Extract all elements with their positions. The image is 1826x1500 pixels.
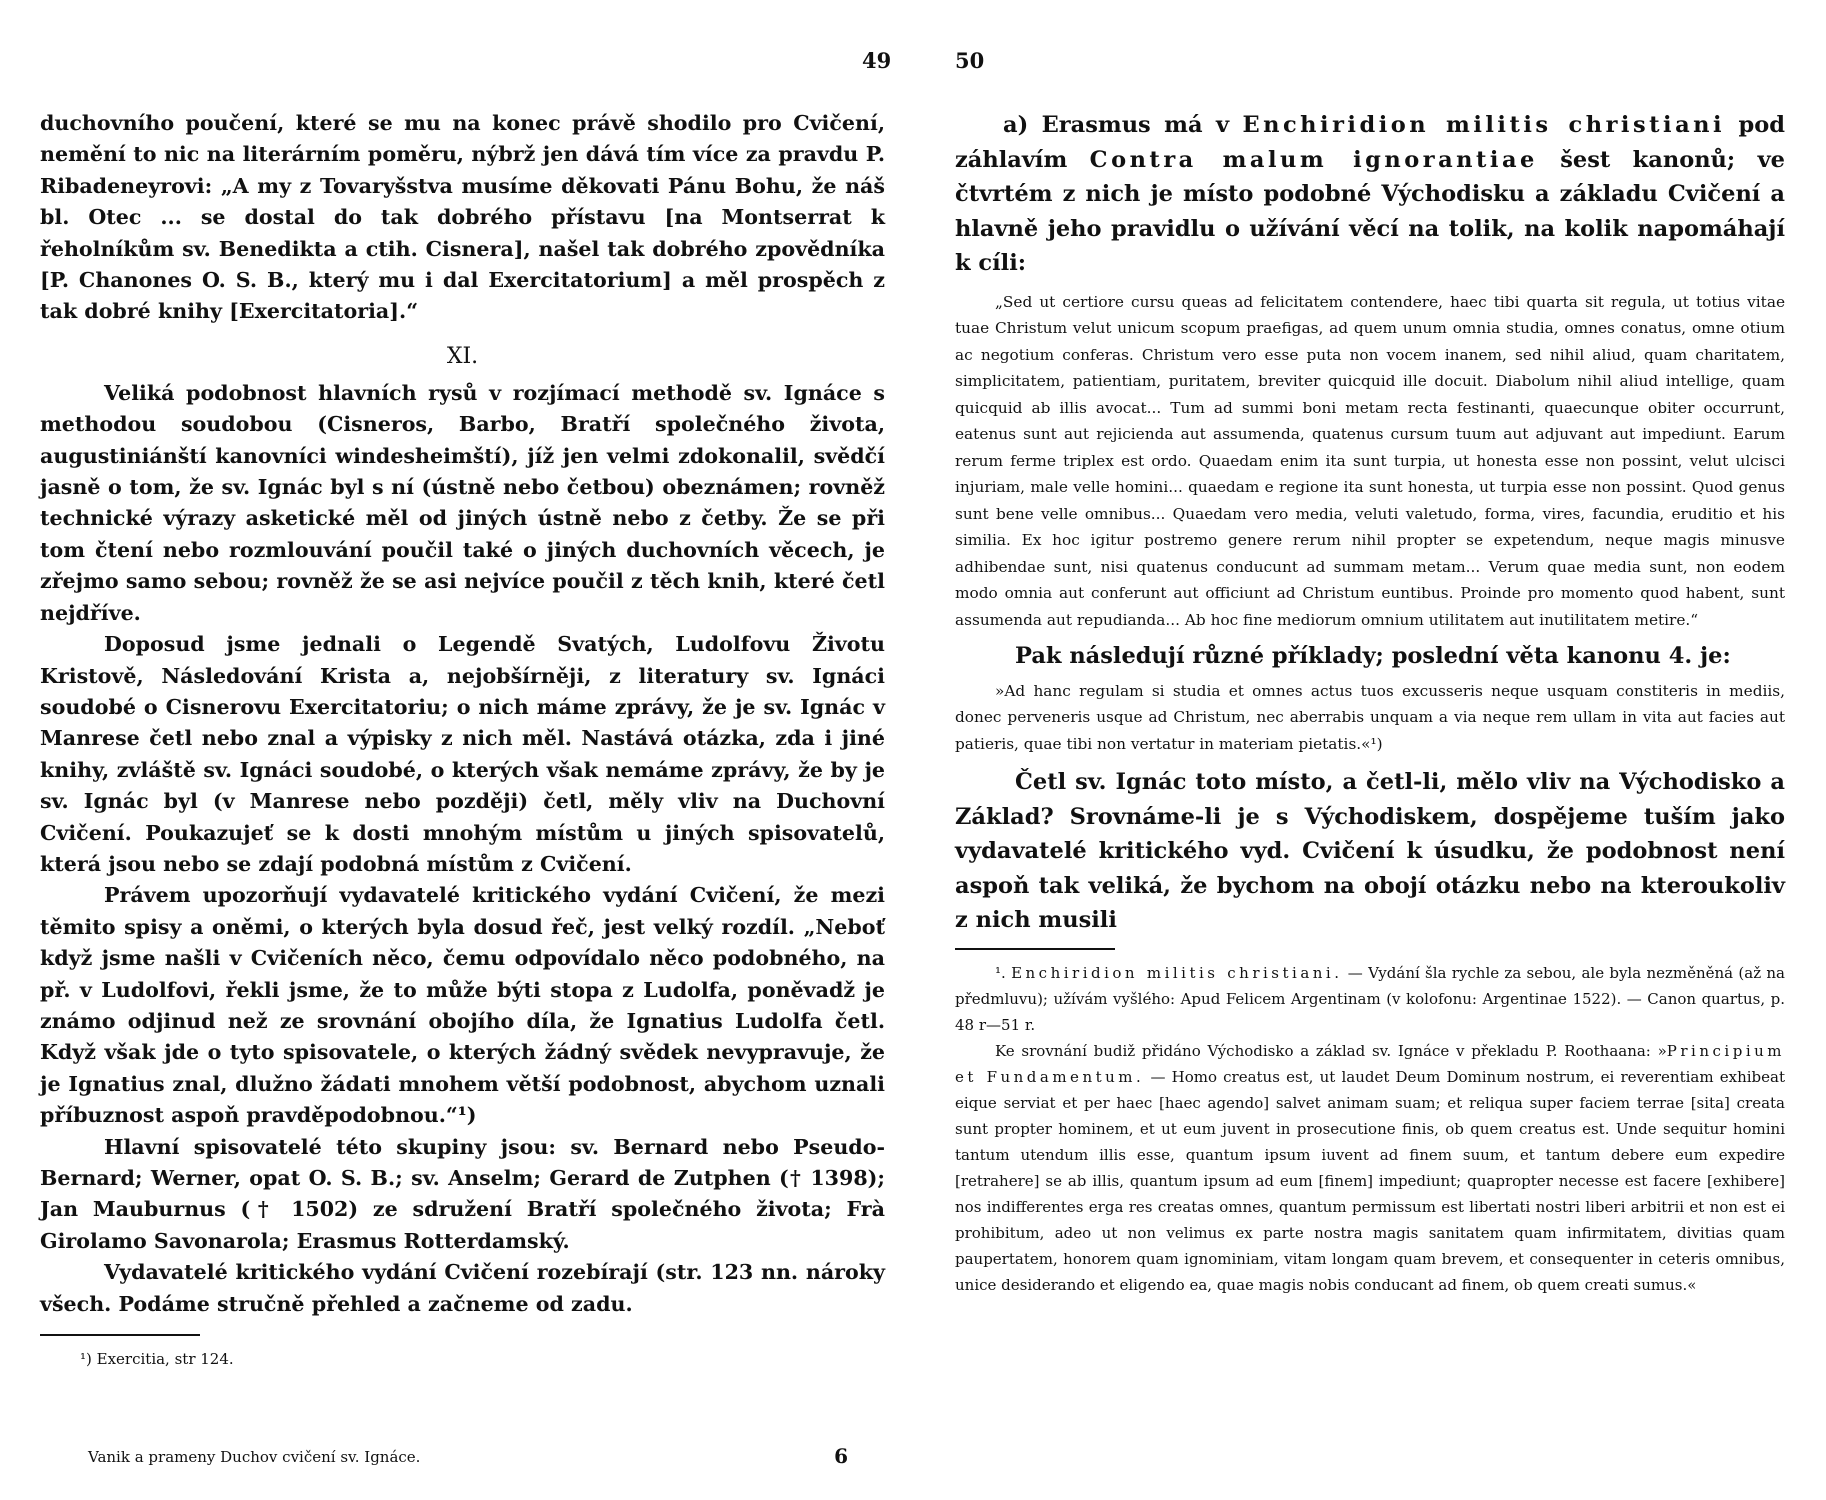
right-page-number: 50 <box>955 48 985 73</box>
latin-quote: „Sed ut certiore cursu queas ad felicitatem contendere, haec tibi quarta sit regula, ut totius vitae tuae Christum velut unicum scopum praefigas, ad quem unum omnia studia, omnes conatus, omne otium ac negotium conferas. Christum vero esse puta non vocem inanem, sed nihil aliud, quam charitatem, simplicitatem, patientiam, puritatem, breviter quicquid ille docuit. Diabolum nihil aliud intellige, quam quicquid ab illis avocat... Tum ad summi boni metam recta festinanti, quaecunque obiter occurrunt, eatenus sunt aut rejicienda aut assumenda, quatenus cursum tuum aut adjuvant aut impediunt. Earum rerum ferme triplex est ordo. Quaedam enim ita sunt turpia, ut honesta esse non possint, velut ulcisci injuriam, male velle homini... quaedam e regione ita sunt honesta, ut turpia esse non possint. Quod genus sunt bene velle omnibus... Quaedam vero media, veluti valetudo, forma, vires, facundia, eruditio et his similia. Ex hoc igitur postremo genere rerum nihil propter se expetendum, neque magis minusve adhibendae sunt, nisi quatenus conducunt ad summam metam... Verum quae media sunt, non eodem modo omnia aut conferunt aut officiunt ad Christum euntibus. Proinde pro momento quod habent, sunt assumenda aut repudianda... Ab hoc fine mediorum omnium utilitatem aut inutilitatem metire.“ <box>955 292 1785 629</box>
signature-mark: 6 <box>834 1444 848 1468</box>
footnote-rule <box>40 1334 200 1336</box>
book-title: Enchiridion militis christiani <box>1242 112 1726 138</box>
section-title: Contra malum ignorantiae <box>1089 146 1538 173</box>
signature-line <box>88 1444 848 1468</box>
latin-quote-2: »Ad hanc regulam si studia et omnes actus tuos excusseris neque usquam constiteris in mediis, donec perveneris usque ad Christum, nec aberrabis unquam a via neque rem ullam in vita aut facies aut patieris, quae tibi non vertatur in materiam pietatis.«¹) <box>955 681 1785 753</box>
continued-paragraph: duchovního poučení, které se mu na konec právě shodilo pro Cvičení, nemění to nic na literárním poměru, nýbrž jen dává tím více za pravdu P. Ribadeneyrovi: „A my z Tovaryšstva musíme děkovati Pánu Bohu, že náš bl. Otec ... se dostal do tak dobrého přístavu [na Montserrat k řeholníkům sv. Benedikta a ctih. Cisnera], našel tak dobrého zpovědníka [P. Chanones O. S. B., který mu i dal Exercitatorium] a měl prospěch z tak dobré knihy [Exercitatoria].“ <box>40 111 885 324</box>
body-paragraph: Hlavní spisovatelé této skupiny jsou: sv. Bernard nebo Pseudo-Bernard; Werner, opat O. S. B.; sv. Anselm; Gerard de Zutphen († 1398); Jan Mauburnus († 1502) ze sdružení Bratří společného života; Frà Girolamo Savonarola; Erasmus Rotterdamský. <box>40 1134 885 1253</box>
footnote-rule <box>955 948 1115 950</box>
body-paragraph: Vydavatelé kritického vydání Cvičení rozebírají (str. 123 nn. nároky všech. Podáme stručně přehled a začneme od zadu. <box>40 1260 885 1316</box>
closing-paragraph: Četl sv. Ignác toto místo, a četl-li, mělo vliv na Východisko a Základ? Srovnáme-li je s Východiskem, dospějeme tuším jako vydavatelé kritického vyd. Cvičení k úsudku, že podobnost není aspoň tak veliká, že bychom na obojí otázku nebo na kteroukoliv z nich musili <box>955 769 1785 933</box>
left-page-number: 49 <box>862 48 892 73</box>
footnote-2: Ke srovnání budiž přidáno Východisko a základ sv. Ignáce v překladu P. Roothaana: »Principium et Fundamentum. — Homo creatus est, ut laudet Deum Dominum nostrum, ei reverentiam exhibeat eique serviat et per haec [haec agendo] salvet animam suam; et reliqua super faciem terrae [sita] creata sunt propter hominem, et ut eum juvent in prosecutione finis, ob quem creatus est. Unde sequitur homini tantum utendum illis esse, quantum ipsum iuvent ad finem suum, et tantum debere eum expedire [retrahere] se ab illis, quantum ipsum ad eum [finem] impediunt; quapropter necesse est facere [exhibere] nos indifferentes erga res creatas omnes, quantum permissum est libertati nostri liberi arbitrii et non est ei prohibitum, adeo ut non velimus ex parte nostra magis sanitatem quam infirmitatem, divitias quam paupertatem, honorem quam ignominiam, vitam longam quam brevem, et consequenter in ceteris omnibus, unice desiderando et eligendo ea, quae magis nobis conducant ad finem, ob quem creati sumus.« <box>955 1041 1785 1294</box>
right-page-body <box>955 108 1785 1298</box>
transition-line: Pak následují různé příklady; poslední věta kanonu 4. je: <box>1015 643 1731 669</box>
left-footnote: ¹) Exercitia, str 124. <box>80 1350 234 1369</box>
footnote-1: ¹. Enchiridion militis christiani. — Vydání šla rychle za sebou, ale byla nezměněná (až na předmluvu); užívám vyšlého: Apud Felicem Argentinam (v kolofonu: Argentinae 1522). — Canon quartus, p. 48 r—51 r. <box>955 963 1785 1034</box>
right-footnotes <box>955 960 1785 1298</box>
body-paragraph: Právem upozorňují vydavatelé kritického vydání Cvičení, že mezi těmito spisy a oněmi, o kterých byla dosud řeč, jest velký rozdíl. „Neboť když jsme našli v Cvičeních něco, čemu odpovídalo něco podobného, na př. v Ludolfovi, řekli jsme, že to může býti stopa z Ludolfa, poněvadž je známo odjinud než ze srovnání obojího díla, že Ignatius Ludolfa četl. Když však jde o tyto spisovatele, o kterých žádný svědek nevypravuje, že je Ignatius znal, dlužno žádati mnohem větší podobnost, abychom uznali příbuznost aspoň pravděpodobnou.“¹) <box>40 883 885 1128</box>
signature-text: Vanik a prameny Duchov cvičení sv. Ignáce. <box>88 1448 421 1466</box>
right-page <box>955 0 1826 1500</box>
body-paragraph: Veliká podobnost hlavních rysů v rozjímací methodě sv. Ignáce s methodou soudobou (Cisneros, Barbo, Bratří společného života, augustiniánští kanovníci windesheimští), jíž jen velmi zdokonalil, svědčí jasně o tom, že sv. Ignác byl s ní (ústně nebo četbou) obeznámen; rovněž technické výrazy asketické měl od jiných ústně nebo z četby. Že se při tom čtení nebo rozmlouvání poučil také o jiných duchovních věcech, je zřejmo samo sebou; rovněž že se asi nejvíce poučil z těch knih, které četl nejdříve. <box>40 380 885 625</box>
left-page-body <box>40 108 885 1372</box>
body-paragraph: Doposud jsme jednali o Legendě Svatých, Ludolfovu Životu Kristově, Následování Krista a, nejobšírněji, z literatury sv. Ignáci soudobé o Cisnerovu Exercitatoriu; o nich máme zprávy, že je sv. Ignác v Manrese četl nebo znal a výpisky z nich měl. Nastává otázka, zda i jiné knihy, zvláště sv. Ignáci soudobé, o kterých však nemáme zprávy, že by je sv. Ignác byl (v Manrese nebo později) četl, měly vliv na Duchovní Cvičení. Poukazujeť se k dosti mnohým místům u jiných spisovatelů, která jsou nebo se zdají podobná místům z Cvičení. <box>40 632 885 876</box>
section-heading: XI. <box>446 343 479 369</box>
intro-paragraph: a) Erasmus má v Enchiridion militis christiani pod záhlavím Contra malum ignorantiae šest kanonů; ve čtvrtém z nich je místo podobné Východisku a základu Cvičení a hlavně jeho pravidlu o užívání věcí na tolik, na kolik napomáhají k cíli: <box>955 112 1785 276</box>
